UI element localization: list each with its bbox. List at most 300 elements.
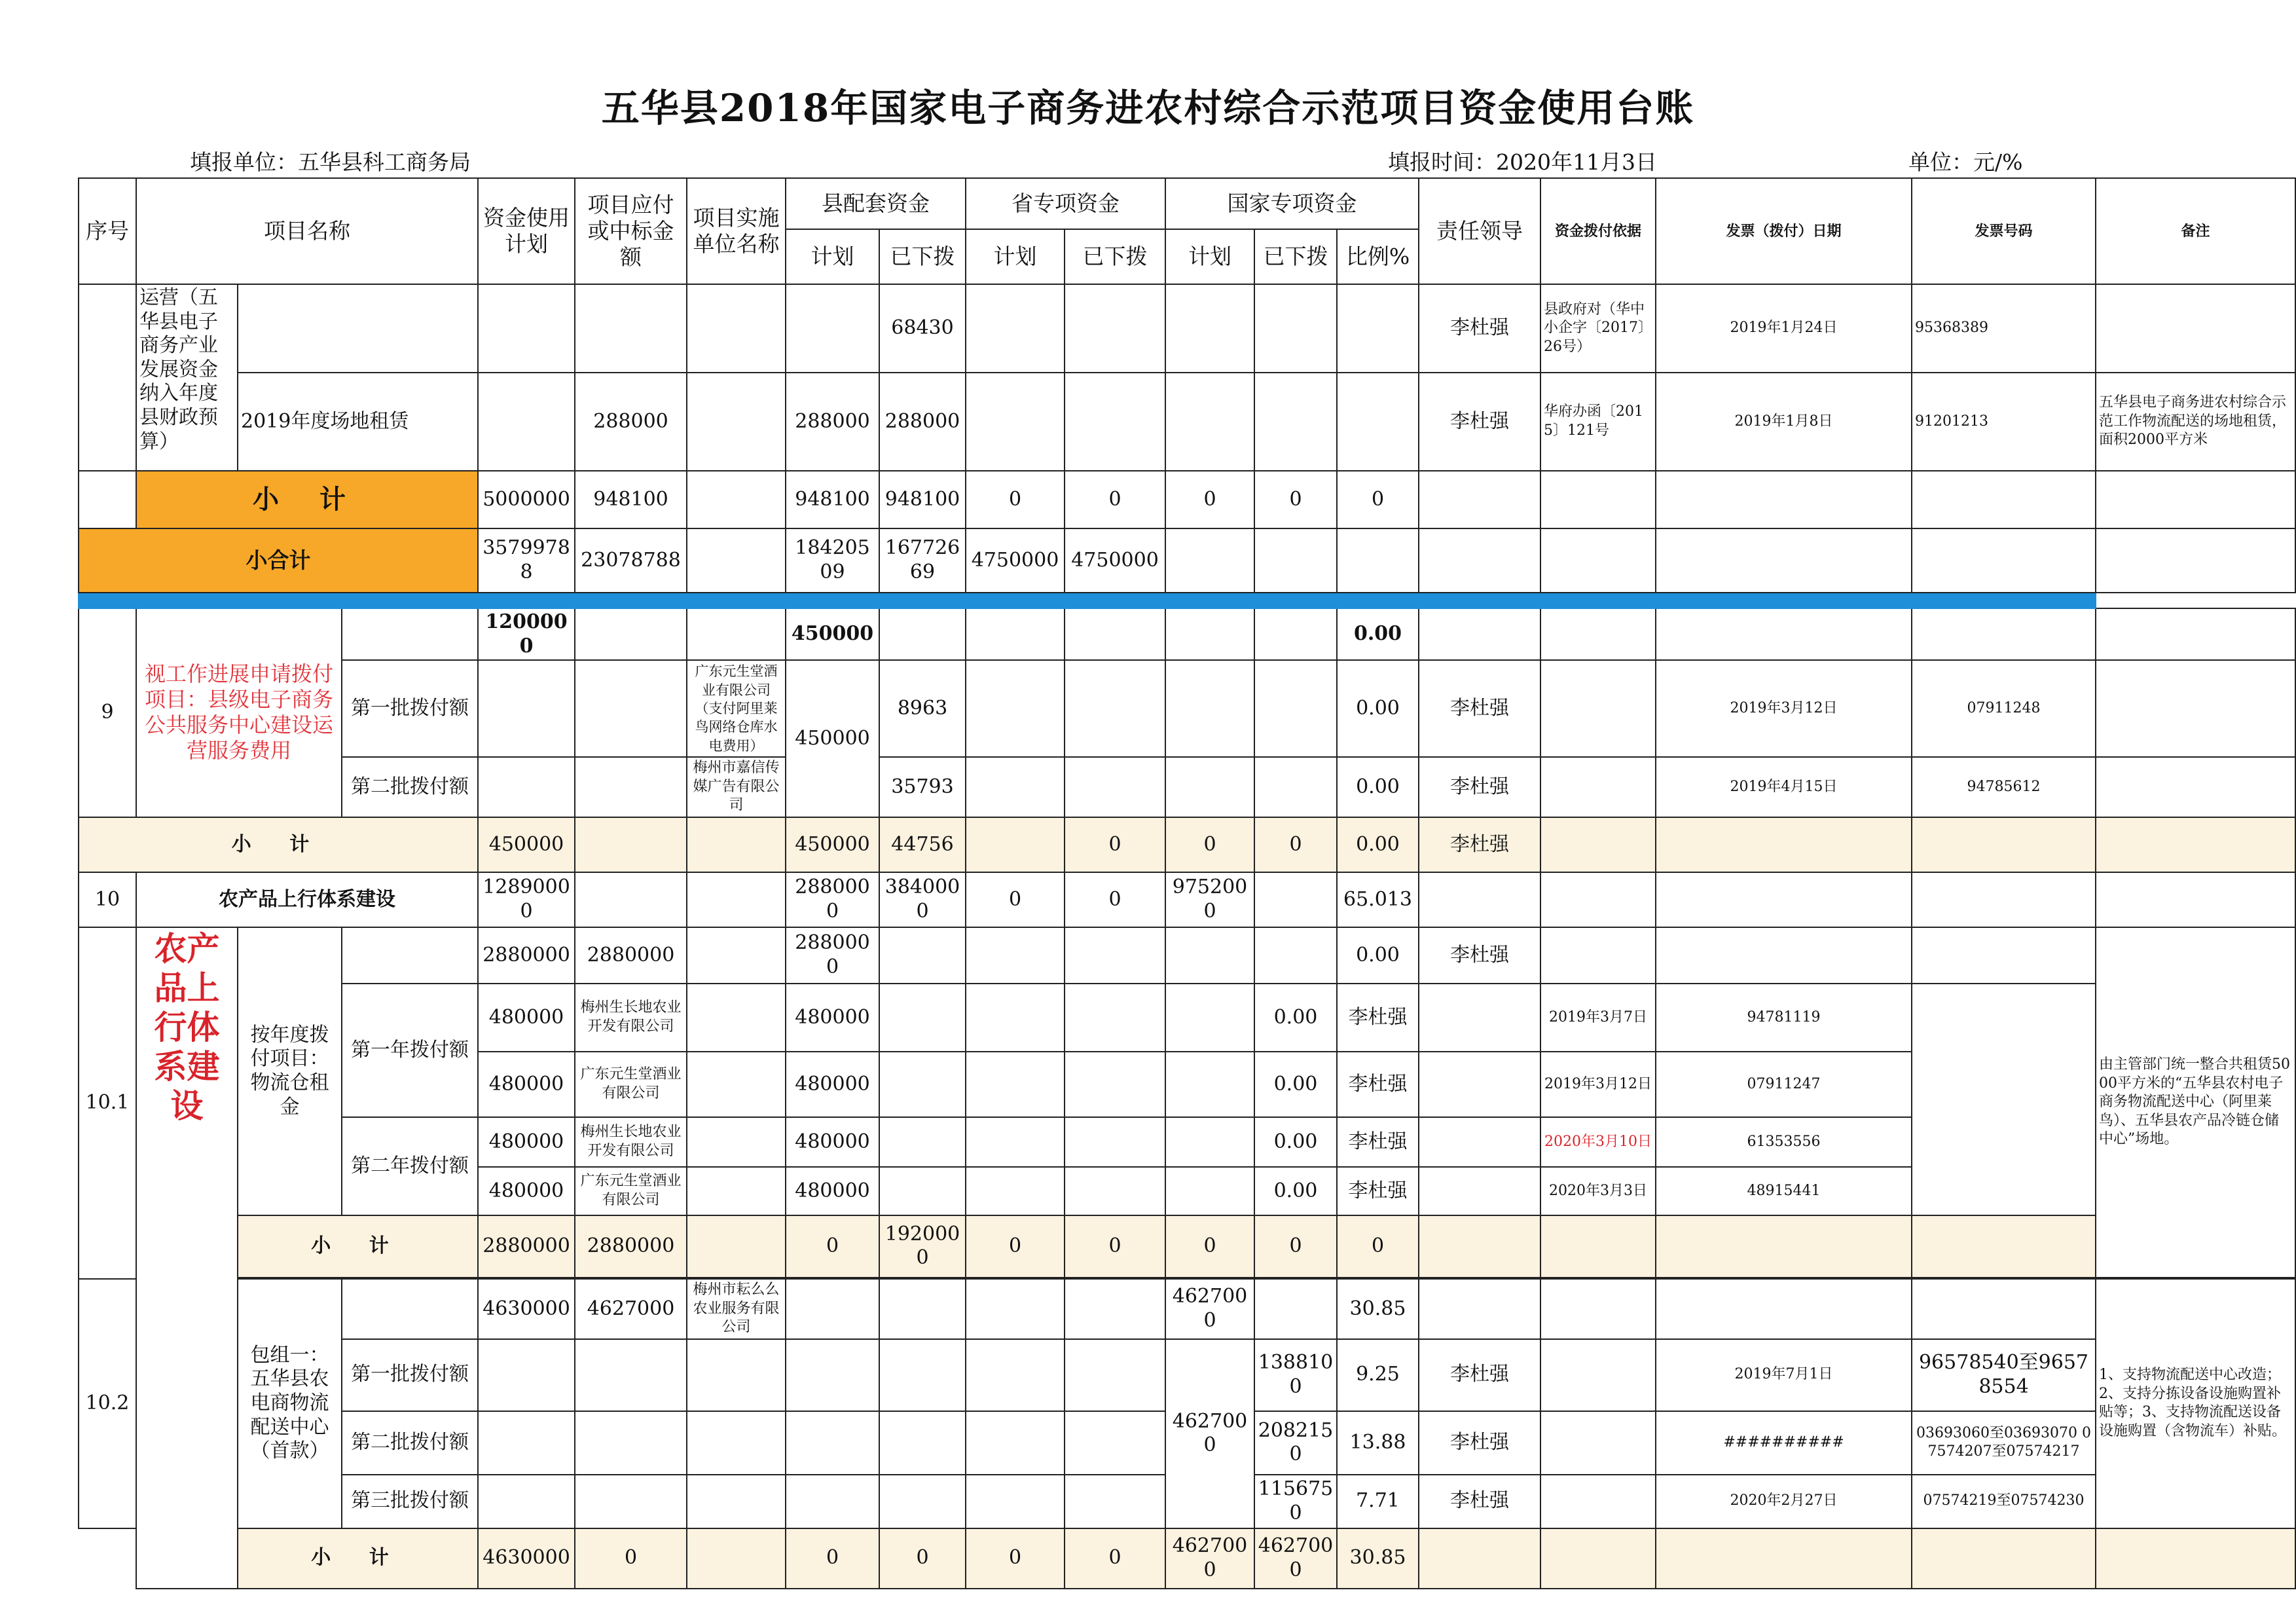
empty-cell — [1912, 528, 2096, 593]
table-cell: 07911247 — [1656, 1052, 1912, 1117]
header-invoice-no: 发票号码 — [1912, 178, 2096, 284]
table-cell: 9752000 — [1165, 872, 1254, 927]
header-province: 省专项资金 — [966, 178, 1165, 229]
table-cell: 0.00 — [1337, 927, 1419, 984]
empty-cell — [966, 660, 1065, 757]
empty-cell — [966, 1167, 1065, 1215]
empty-cell — [1540, 528, 1656, 593]
subtotal-row — [79, 471, 2295, 528]
empty-cell — [687, 471, 786, 528]
table-cell: 第一批拨付额 — [342, 1339, 478, 1411]
table-cell: 480000 — [478, 1167, 575, 1215]
header-nat-plan: 计划 — [1165, 229, 1254, 284]
header-row — [79, 178, 2295, 229]
empty-cell — [342, 927, 478, 984]
table-cell: 68430 — [879, 284, 966, 373]
empty-cell — [1656, 608, 1912, 660]
table-cell: 0 — [966, 1215, 1065, 1278]
empty-cell — [79, 471, 136, 528]
empty-cell — [879, 984, 966, 1052]
table-cell: 1、支持物流配送中心改造；2、支持分拣设备设施购置补贴等；3、支持物流配送设备设施购置（含物流车）补贴。 — [2096, 1279, 2295, 1528]
table-cell: 第二批拨付额 — [342, 757, 478, 817]
header-county: 县配套资金 — [786, 178, 966, 229]
table-cell: 李杜强 — [1419, 757, 1540, 817]
empty-cell — [966, 608, 1065, 660]
table-cell: 30.85 — [1337, 1528, 1419, 1589]
empty-cell — [575, 608, 687, 660]
table-cell: 96578540至96578554 — [1912, 1339, 2096, 1411]
empty-cell — [575, 1339, 687, 1411]
empty-cell — [1165, 757, 1254, 817]
table-cell: 0 — [1165, 471, 1254, 528]
empty-cell — [1065, 757, 1165, 817]
table-cell: 李杜强 — [1419, 1411, 1540, 1475]
header-name: 项目名称 — [136, 178, 478, 284]
empty-cell — [1656, 471, 1912, 528]
table-cell: 0.00 — [1254, 1052, 1337, 1117]
empty-cell — [1540, 1339, 1656, 1411]
table-cell: 小 计 — [238, 1528, 478, 1589]
empty-cell — [1540, 1279, 1656, 1339]
table-cell: 948100 — [879, 471, 966, 528]
empty-cell — [2096, 817, 2295, 872]
table-cell: 03693060至03693070 07574207至07574217 — [1912, 1411, 2096, 1475]
empty-cell — [687, 1167, 786, 1215]
empty-cell — [1254, 872, 1337, 927]
subtotal-row — [79, 1528, 2295, 1589]
table-row — [79, 608, 2295, 660]
table-cell: 第三批拨付额 — [342, 1475, 478, 1528]
table-cell: 0 — [1065, 1528, 1165, 1589]
empty-cell — [966, 1117, 1065, 1167]
table-cell: 第二批拨付额 — [342, 1411, 478, 1475]
table-cell: 华府办函〔2015〕121号 — [1540, 373, 1656, 471]
empty-cell — [687, 817, 786, 872]
empty-cell — [478, 284, 575, 373]
table-cell: 梅州生长地农业开发有限公司 — [575, 1117, 687, 1167]
empty-cell — [1254, 757, 1337, 817]
table-cell: 李杜强 — [1337, 1117, 1419, 1167]
empty-cell — [879, 608, 966, 660]
table-cell: 广东元生堂酒业有限公司 — [575, 1167, 687, 1215]
empty-cell — [1254, 284, 1337, 373]
table-cell: 五华县电子商务进农村综合示范工作物流配送的场地租赁，面积2000平方米 — [2096, 373, 2295, 471]
table-cell: 5000000 — [478, 471, 575, 528]
currency-unit: 单位：元/% — [1908, 149, 2023, 175]
table-cell: 李杜强 — [1419, 373, 1540, 471]
empty-cell — [1540, 1528, 1656, 1589]
table-cell: 梅州市耘么么农业服务有限公司 — [687, 1279, 786, 1339]
empty-cell — [1912, 1279, 2096, 1339]
table-cell: 0.00 — [1337, 608, 1419, 660]
empty-cell — [1656, 1215, 1912, 1278]
empty-cell — [1419, 1215, 1540, 1278]
table-cell: 10.1 — [79, 927, 136, 1279]
reporting-unit: 填报单位：五华县科工商务局 — [190, 149, 471, 175]
table-cell: 480000 — [478, 1052, 575, 1117]
empty-cell — [2096, 660, 2295, 757]
table-cell: 948100 — [786, 471, 879, 528]
empty-cell — [79, 593, 2096, 608]
table-cell: 小 计 — [136, 471, 478, 528]
table-cell: 0 — [1065, 471, 1165, 528]
table-cell: 450000 — [786, 660, 879, 817]
empty-cell — [966, 757, 1065, 817]
empty-cell — [1065, 1339, 1165, 1411]
empty-cell — [1419, 1117, 1540, 1167]
table-cell: 2019年3月7日 — [1540, 984, 1656, 1052]
empty-cell — [1065, 373, 1165, 471]
ledger-table — [78, 177, 2296, 1589]
empty-cell — [1656, 1279, 1912, 1339]
empty-cell — [879, 1279, 966, 1339]
empty-cell — [2096, 284, 2295, 373]
table-row — [79, 872, 2295, 927]
empty-cell — [1912, 817, 2096, 872]
table-cell: 0 — [1065, 872, 1165, 927]
empty-cell — [1065, 660, 1165, 757]
empty-cell — [1254, 660, 1337, 757]
empty-cell — [2096, 1528, 2295, 1589]
table-cell: 10.2 — [79, 1279, 136, 1528]
empty-cell — [575, 757, 687, 817]
table-row — [79, 927, 2295, 984]
empty-cell — [1540, 817, 1656, 872]
empty-cell — [1254, 373, 1337, 471]
section-a-name: 运营（五华县电子商务产业发展资金纳入年度县财政预算） — [136, 284, 238, 471]
table-cell: 7.71 — [1337, 1475, 1419, 1528]
table-cell: 1200000 — [478, 608, 575, 660]
empty-cell — [478, 1339, 575, 1411]
table-row — [79, 284, 2295, 373]
empty-cell — [1419, 984, 1540, 1052]
empty-cell — [1912, 1215, 2096, 1278]
empty-cell — [687, 872, 786, 927]
header-leader: 责任领导 — [1419, 178, 1540, 284]
empty-cell — [1912, 471, 2096, 528]
header-nat-paid: 已下拨 — [1254, 229, 1337, 284]
table-cell: 2019年3月12日 — [1656, 660, 1912, 757]
table-cell: 0 — [1165, 1215, 1254, 1278]
empty-cell — [1656, 872, 1912, 927]
table-cell: 4627000 — [1165, 1528, 1254, 1589]
table-cell: 2880000 — [575, 927, 687, 984]
table-cell: 4750000 — [1065, 528, 1165, 593]
subtotal-row — [79, 817, 2295, 872]
table-cell: 0.00 — [1254, 984, 1337, 1052]
table-cell: 李杜强 — [1337, 1167, 1419, 1215]
table-cell: 23078788 — [575, 528, 687, 593]
empty-cell — [1656, 528, 1912, 593]
table-cell: 450000 — [786, 608, 879, 660]
table-cell: 288000 — [879, 373, 966, 471]
empty-cell — [687, 984, 786, 1052]
empty-cell — [1419, 1528, 1540, 1589]
empty-cell — [786, 1279, 879, 1339]
empty-cell — [1165, 660, 1254, 757]
empty-cell — [687, 1339, 786, 1411]
table-cell: 2880000 — [786, 927, 879, 984]
empty-cell — [1656, 817, 1912, 872]
table-cell: 李杜强 — [1419, 660, 1540, 757]
empty-cell — [1540, 1475, 1656, 1528]
empty-cell — [1165, 984, 1254, 1052]
table-cell: 0 — [1254, 817, 1337, 872]
empty-cell — [879, 1167, 966, 1215]
table-cell: 2019年7月1日 — [1656, 1339, 1912, 1411]
table-cell: 4627000 — [1165, 1279, 1254, 1339]
header-invoice-date: 发票（拨付）日期 — [1656, 178, 1912, 284]
table-cell: 0 — [786, 1528, 879, 1589]
empty-cell — [966, 284, 1065, 373]
table-cell: 0 — [1065, 817, 1165, 872]
empty-cell — [2096, 872, 2295, 927]
empty-cell — [1419, 1052, 1540, 1117]
empty-cell — [1912, 608, 2096, 660]
empty-cell — [1540, 660, 1656, 757]
table-cell: 李杜强 — [1337, 1052, 1419, 1117]
empty-cell — [687, 1475, 786, 1528]
empty-cell — [687, 373, 786, 471]
empty-cell — [2096, 528, 2295, 593]
table-cell: 梅州市嘉信传媒广告有限公司 — [687, 757, 786, 817]
table-cell: 0 — [966, 872, 1065, 927]
header-plan: 资金使用计划 — [478, 178, 575, 284]
header-county-paid: 已下拨 — [879, 229, 966, 284]
empty-cell — [1254, 927, 1337, 984]
table-cell: 李杜强 — [1419, 1339, 1540, 1411]
table-cell: 0 — [1337, 471, 1419, 528]
empty-cell — [966, 817, 1065, 872]
empty-cell — [1065, 1279, 1165, 1339]
table-cell: 480000 — [786, 984, 879, 1052]
empty-cell — [478, 373, 575, 471]
empty-cell — [1254, 528, 1337, 593]
table-cell: 0 — [1254, 1215, 1337, 1278]
empty-cell — [478, 660, 575, 757]
table-cell: 94785612 — [1912, 757, 2096, 817]
empty-cell — [1065, 1167, 1165, 1215]
empty-cell — [478, 1411, 575, 1475]
table-cell: 2880000 — [786, 872, 879, 927]
table-cell: 2880000 — [478, 1215, 575, 1278]
empty-cell — [1165, 373, 1254, 471]
table-cell: 2020年3月3日 — [1540, 1167, 1656, 1215]
empty-cell — [79, 1528, 136, 1589]
table-cell: 2020年2月27日 — [1656, 1475, 1912, 1528]
empty-cell — [1912, 1528, 2096, 1589]
table-cell: 小 计 — [79, 817, 478, 872]
empty-cell — [966, 1279, 1065, 1339]
section-10-vertical-label: 农产品上行体系建设 — [136, 927, 238, 1589]
table-cell: 288000 — [575, 373, 687, 471]
page-title: 五华县2018年国家电子商务进农村综合示范项目资金使用台账 — [601, 86, 1695, 130]
table-cell: 广东元生堂酒业有限公司（支付阿里莱鸟网络仓库水电费用） — [687, 660, 786, 757]
table-cell: 480000 — [786, 1052, 879, 1117]
empty-cell — [238, 284, 478, 373]
header-prov-plan: 计划 — [966, 229, 1065, 284]
table-cell: 0 — [786, 1215, 879, 1278]
empty-cell — [966, 373, 1065, 471]
table-cell: 梅州生长地农业开发有限公司 — [575, 984, 687, 1052]
empty-cell — [1540, 471, 1656, 528]
empty-cell — [966, 1339, 1065, 1411]
empty-cell — [966, 927, 1065, 984]
table-cell: 包组一：五华县农电商物流配送中心（首款） — [238, 1279, 342, 1528]
table-cell: 18420509 — [786, 528, 879, 593]
empty-cell — [687, 608, 786, 660]
empty-cell — [1065, 284, 1165, 373]
empty-cell — [1540, 927, 1656, 984]
table-cell: 李杜强 — [1419, 1475, 1540, 1528]
table-cell: 0 — [879, 1528, 966, 1589]
table-cell: 4627000 — [1165, 1339, 1254, 1528]
empty-cell — [1419, 1167, 1540, 1215]
table-cell: 0.00 — [1254, 1117, 1337, 1167]
table-cell: 4630000 — [478, 1528, 575, 1589]
empty-cell — [575, 1475, 687, 1528]
table-cell: 480000 — [786, 1117, 879, 1167]
table-cell: 07574219至07574230 — [1912, 1475, 2096, 1528]
table-cell: 2019年1月24日 — [1656, 284, 1912, 373]
table-cell: 4627000 — [575, 1279, 687, 1339]
empty-cell — [478, 757, 575, 817]
table-cell: 0.00 — [1337, 817, 1419, 872]
empty-cell — [1165, 927, 1254, 984]
empty-cell — [342, 1279, 478, 1339]
table-cell: 288000 — [786, 373, 879, 471]
table-cell: 44756 — [879, 817, 966, 872]
empty-cell — [1419, 1279, 1540, 1339]
header-basis: 资金拨付依据 — [1540, 178, 1656, 284]
table-cell: 李杜强 — [1419, 284, 1540, 373]
table-cell: 95368389 — [1912, 284, 2096, 373]
empty-cell — [966, 1475, 1065, 1528]
table-cell: 2880000 — [478, 927, 575, 984]
empty-cell — [687, 1117, 786, 1167]
empty-cell — [1337, 284, 1419, 373]
empty-cell — [1065, 1475, 1165, 1528]
empty-cell — [1165, 528, 1254, 593]
table-cell: 由主管部门统一整合共租赁5000平方米的“五华县农村电子商务物流配送中心（阿里莱鸟）、五华县农产品冷链仓储中心”场地。 — [2096, 927, 2295, 1278]
table-cell: 第一年拨付额 — [342, 984, 478, 1117]
subtotal-row — [79, 1215, 2295, 1278]
table-cell: 0 — [1254, 471, 1337, 528]
empty-cell — [879, 1117, 966, 1167]
table-cell: 2019年度场地租赁 — [238, 373, 478, 471]
empty-cell — [1419, 608, 1540, 660]
table-cell: 第二年拨付额 — [342, 1117, 478, 1215]
table-cell: 第一批拨付额 — [342, 660, 478, 757]
table-cell: 0 — [1165, 817, 1254, 872]
header-prov-paid: 已下拨 — [1065, 229, 1165, 284]
empty-cell — [1540, 872, 1656, 927]
empty-cell — [1165, 1167, 1254, 1215]
table-cell: 16772669 — [879, 528, 966, 593]
empty-cell — [2096, 471, 2295, 528]
empty-cell — [1065, 927, 1165, 984]
table-cell: 480000 — [786, 1167, 879, 1215]
empty-cell — [2096, 608, 2295, 660]
empty-cell — [879, 1475, 966, 1528]
table-cell: 65.013 — [1337, 872, 1419, 927]
table-cell: 3840000 — [879, 872, 966, 927]
table-cell: 1388100 — [1254, 1339, 1337, 1411]
empty-cell — [966, 984, 1065, 1052]
table-cell: 李杜强 — [1419, 817, 1540, 872]
table-cell: 0.00 — [1337, 660, 1419, 757]
table-cell: 35799788 — [478, 528, 575, 593]
table-cell: 2880000 — [575, 1215, 687, 1278]
combined-subtotal-row — [79, 528, 2295, 593]
table-cell: 94781119 — [1656, 984, 1912, 1052]
table-cell: 61353556 — [1656, 1117, 1912, 1167]
table-row — [79, 984, 2295, 1052]
header-payable: 项目应付或中标金额 — [575, 178, 687, 284]
table-cell: 0 — [966, 471, 1065, 528]
table-cell: 0 — [1065, 1215, 1165, 1278]
table-row — [79, 1279, 2295, 1339]
empty-cell — [478, 1475, 575, 1528]
empty-cell — [575, 284, 687, 373]
empty-cell — [1540, 1215, 1656, 1278]
table-cell: 0 — [575, 1528, 687, 1589]
empty-cell — [1254, 1279, 1337, 1339]
table-row — [79, 757, 2295, 817]
table-cell: 480000 — [478, 984, 575, 1052]
empty-cell — [1337, 373, 1419, 471]
section-divider — [79, 593, 2295, 608]
empty-cell — [2096, 757, 2295, 817]
header-impl: 项目实施单位名称 — [687, 178, 786, 284]
empty-cell — [1065, 1117, 1165, 1167]
empty-cell — [1912, 927, 2096, 984]
table-cell: 4630000 — [478, 1279, 575, 1339]
empty-cell — [575, 660, 687, 757]
table-cell: 广东元生堂酒业有限公司 — [575, 1052, 687, 1117]
empty-cell — [575, 872, 687, 927]
table-cell: 0 — [1337, 1215, 1419, 1278]
table-cell: 2020年3月10日 — [1540, 1117, 1656, 1167]
empty-cell — [1065, 1411, 1165, 1475]
table-cell: 9.25 — [1337, 1339, 1419, 1411]
empty-cell — [966, 1052, 1065, 1117]
table-cell: 13.88 — [1337, 1411, 1419, 1475]
table-row — [79, 1117, 2295, 1167]
empty-cell — [1165, 1117, 1254, 1167]
empty-cell — [1165, 608, 1254, 660]
table-cell: 2019年3月12日 — [1540, 1052, 1656, 1117]
table-cell: 小合计 — [79, 528, 478, 593]
table-cell: 0 — [966, 1528, 1065, 1589]
empty-cell — [879, 1411, 966, 1475]
table-cell: 07911248 — [1912, 660, 2096, 757]
reporting-time: 填报时间：2020年11月3日 — [1388, 149, 1657, 175]
header-national: 国家专项资金 — [1165, 178, 1419, 229]
table-cell: 91201213 — [1912, 373, 2096, 471]
table-cell: 4627000 — [1254, 1528, 1337, 1589]
table-cell: 12890000 — [478, 872, 575, 927]
table-cell: 30.85 — [1337, 1279, 1419, 1339]
table-cell: 0.00 — [1337, 757, 1419, 817]
empty-cell — [1337, 528, 1419, 593]
empty-cell — [786, 1411, 879, 1475]
empty-cell — [879, 927, 966, 984]
table-cell: 2019年4月15日 — [1656, 757, 1912, 817]
table-cell: 2019年1月8日 — [1656, 373, 1912, 471]
empty-cell — [1065, 608, 1165, 660]
table-cell: 李杜强 — [1337, 984, 1419, 1052]
